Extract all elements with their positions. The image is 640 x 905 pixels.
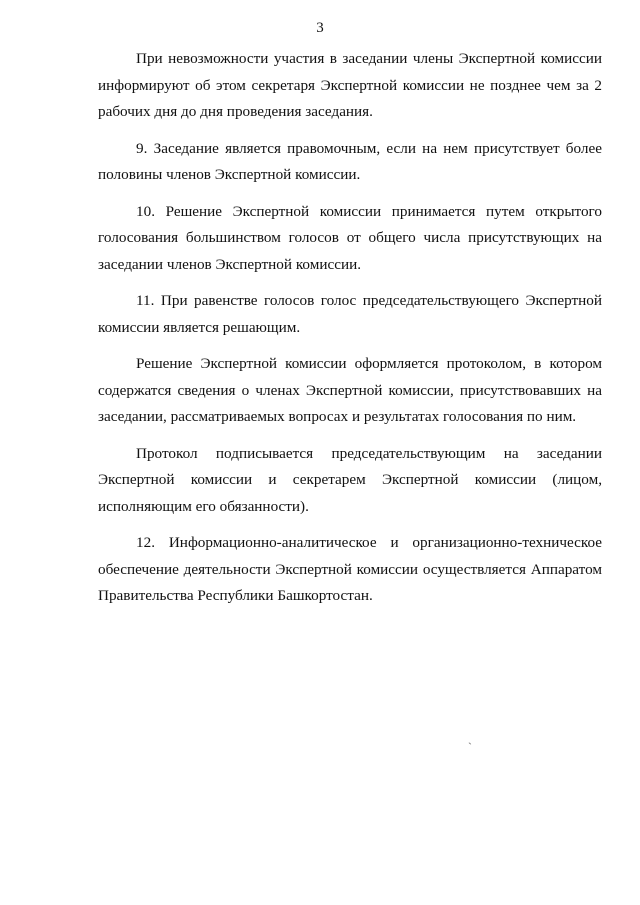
page-number: 3 — [316, 20, 324, 36]
stray-scan-mark: ` — [468, 740, 472, 754]
paragraph-10-decision: 10. Решение Экспертной комиссии принимается путем открытого голосования большинством голосов от общего числа присутствующих на заседании членов Экспертной комиссии. — [98, 202, 602, 273]
paragraph-protocol-content: Решение Экспертной комиссии оформляется протоколом, в котором содержатся сведения о членах Экспертной комиссии, присутствовавших на заседании, рассматриваемых вопросах и результатах голосования по ним. — [98, 355, 602, 425]
paragraph-12-support: 12. Информационно-аналитическое и организационно-техническое обеспечение деятельности Экспертной комиссии осуществляется Аппаратом Правительства Республики Башкортостан. — [98, 534, 602, 604]
paragraph-protocol-signing: Протокол подписывается председательствующим на заседании Экспертной комиссии и секретарем Экспертной комиссии (лицом, исполняющим его обязанности). — [98, 444, 602, 515]
paragraph-11-tie-vote: 11. При равенстве голосов голос председательствующего Экспертной комиссии является решающим. — [98, 292, 602, 336]
paragraph-9-quorum: 9. Заседание является правомочным, если на нем присутствует более половины членов Экспертной комиссии. — [98, 139, 602, 183]
paragraph-absence-notice: При невозможности участия в заседании члены Экспертной комиссии информируют об этом секретаря Экспертной комиссии не позднее чем за 2 рабочих дня до дня проведения заседания. — [98, 50, 602, 120]
document-body — [98, 46, 602, 620]
